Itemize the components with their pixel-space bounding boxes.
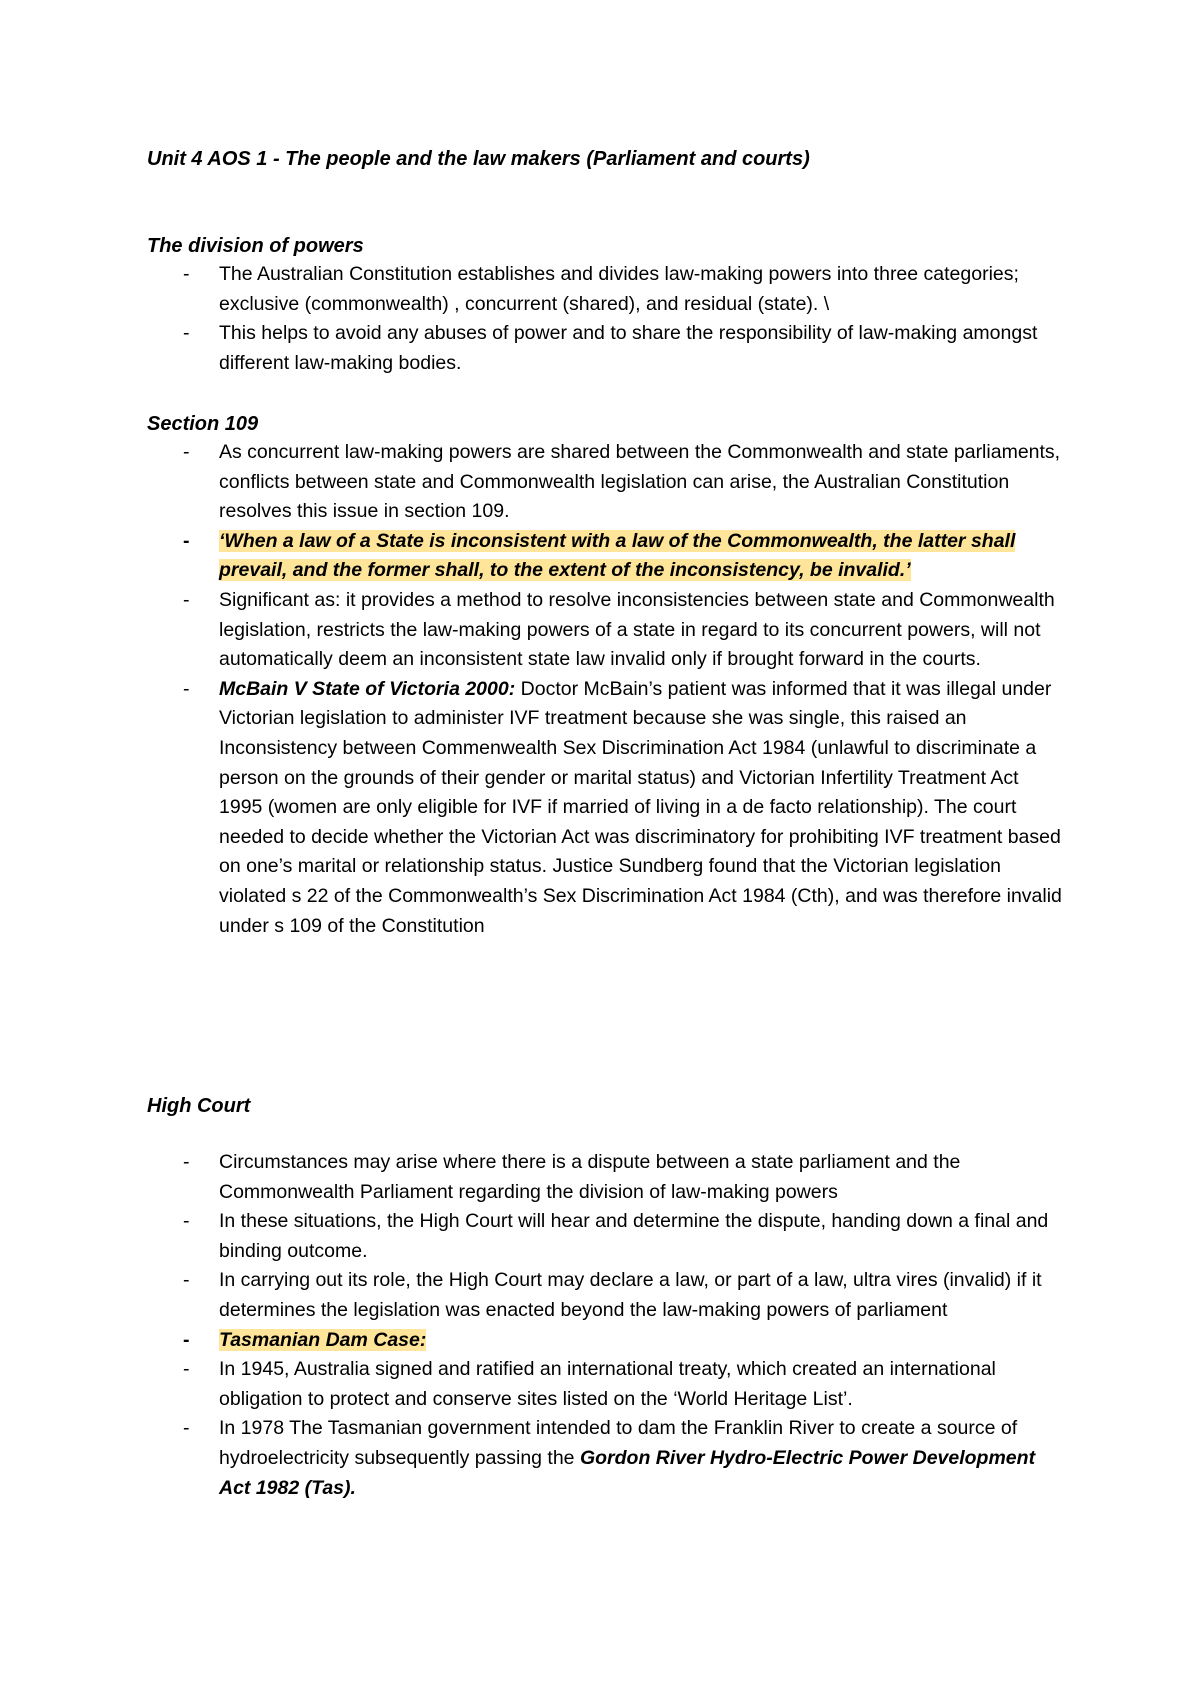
- bullet-text: In these situations, the High Court will hear and determine the dispute, handing down a final and binding outcome.: [219, 1210, 1049, 1262]
- section-heading: The division of powers: [147, 235, 364, 257]
- case-name: McBain V State of Victoria 2000:: [219, 677, 516, 700]
- case-description: Doctor McBain’s patient was informed that it was illegal under Victorian legislation to administer IVF treatment because she was single, this raised an Inconsistency between Commenwealth Sex Discrimination Act 1984 (unlawful to discriminate a person on the grounds of their gender or marital status) and Victorian Infertility Treatment Act 1995 (women are only eligible for IVF if married of living in a de facto relationship). The court needed to decide whether the Victorian Act was discriminatory for prohibiting IVF treatment based on one’s marital or relationship status. Justice Sundberg found that the Victorian legislation violated s 22 of the Commonwealth’s Sex Discrimination Act 1984 (Cth), and was therefore invalid under s 109 of the Constitution: [219, 677, 1062, 937]
- list-item: [147, 1207, 1067, 1266]
- section-heading: High Court: [147, 1095, 251, 1117]
- section-heading: Section 109: [147, 413, 259, 435]
- document-title: Unit 4 AOS 1 - The people and the law makers (Parliament and courts): [147, 148, 810, 170]
- bullet-text: As concurrent law-making powers are shared between the Commonwealth and state parliaments, conflicts between state and Commonwealth legislation can arise, the Australian Constitution resolves this issue in section 109.: [219, 441, 1061, 523]
- bullet-marker: -: [183, 322, 190, 345]
- list-item: [147, 1148, 1067, 1207]
- bullet-text: The Australian Constitution establishes and divides law-making powers into three categories; exclusive (commonwealth) , concurrent (shared), and residual (state). \: [219, 263, 1019, 315]
- case-item: [147, 675, 1067, 941]
- section-109: [147, 410, 1067, 941]
- bullet-marker: -: [183, 677, 190, 700]
- bullet-list: [147, 1148, 1067, 1503]
- bullet-text: In 1978 The Tasmanian government intended to dam the Franklin River to create a source of hydroelectricity subsequently passing the: [219, 1417, 1018, 1469]
- bullet-marker: -: [183, 529, 190, 552]
- bullet-list: [147, 260, 1067, 378]
- section-high-court: [147, 1092, 1067, 1503]
- bullet-marker: -: [183, 1328, 190, 1351]
- list-item: [147, 260, 1067, 319]
- tasmanian-dam-case-heading: Tasmanian Dam Case:: [219, 1328, 427, 1351]
- bullet-marker: -: [183, 1358, 190, 1381]
- bullet-marker: -: [183, 441, 190, 463]
- bullet-text: This helps to avoid any abuses of power and to share the responsibility of law-making amongst different law-making bodies.: [219, 322, 1038, 374]
- bullet-text: Significant as: it provides a method to resolve inconsistencies between state and Commonwealth legislation, restricts the law-making powers of a state in regard to its concurrent powers, will not automatically deem an inconsistent state law invalid only if brought forward in the courts.: [219, 588, 1055, 671]
- bullet-text: Circumstances may arise where there is a dispute between a state parliament and the Commonwealth Parliament regarding the division of law-making powers: [219, 1151, 961, 1203]
- list-item: [147, 586, 1067, 675]
- section-109-quote: ‘When a law of a State is inconsistent with a law of the Commonwealth, the latter shall prevail, and the former shall, to the extent of the inconsistency, be invalid.’: [219, 529, 1016, 582]
- list-item: [147, 438, 1067, 527]
- bullet-list: [147, 438, 1067, 941]
- bullet-marker: -: [183, 1417, 190, 1440]
- list-item: [147, 319, 1067, 378]
- list-item: [147, 1414, 1067, 1503]
- list-item: [147, 1355, 1067, 1414]
- highlighted-quote-item: [147, 527, 1067, 586]
- bullet-marker: -: [183, 1269, 190, 1292]
- bullet-text: In 1945, Australia signed and ratified an international treaty, which created an international obligation to protect and conserve sites listed on the ‘World Heritage List’.: [219, 1358, 996, 1410]
- bullet-text: In carrying out its role, the High Court may declare a law, or part of a law, ultra vires (invalid) if it determines the legislation was enacted beyond the law-making powers of parliament: [219, 1269, 1042, 1321]
- bullet-marker: -: [183, 1210, 190, 1233]
- section-division-of-powers: [147, 232, 1067, 378]
- bullet-marker: -: [183, 263, 190, 285]
- act-name: Gordon River Hydro-Electric Power Development Act 1982 (Tas).: [219, 1446, 1036, 1499]
- bullet-marker: -: [183, 1151, 190, 1173]
- highlighted-case-heading-item: [147, 1326, 1067, 1356]
- list-item: [147, 1266, 1067, 1325]
- bullet-marker: -: [183, 588, 190, 611]
